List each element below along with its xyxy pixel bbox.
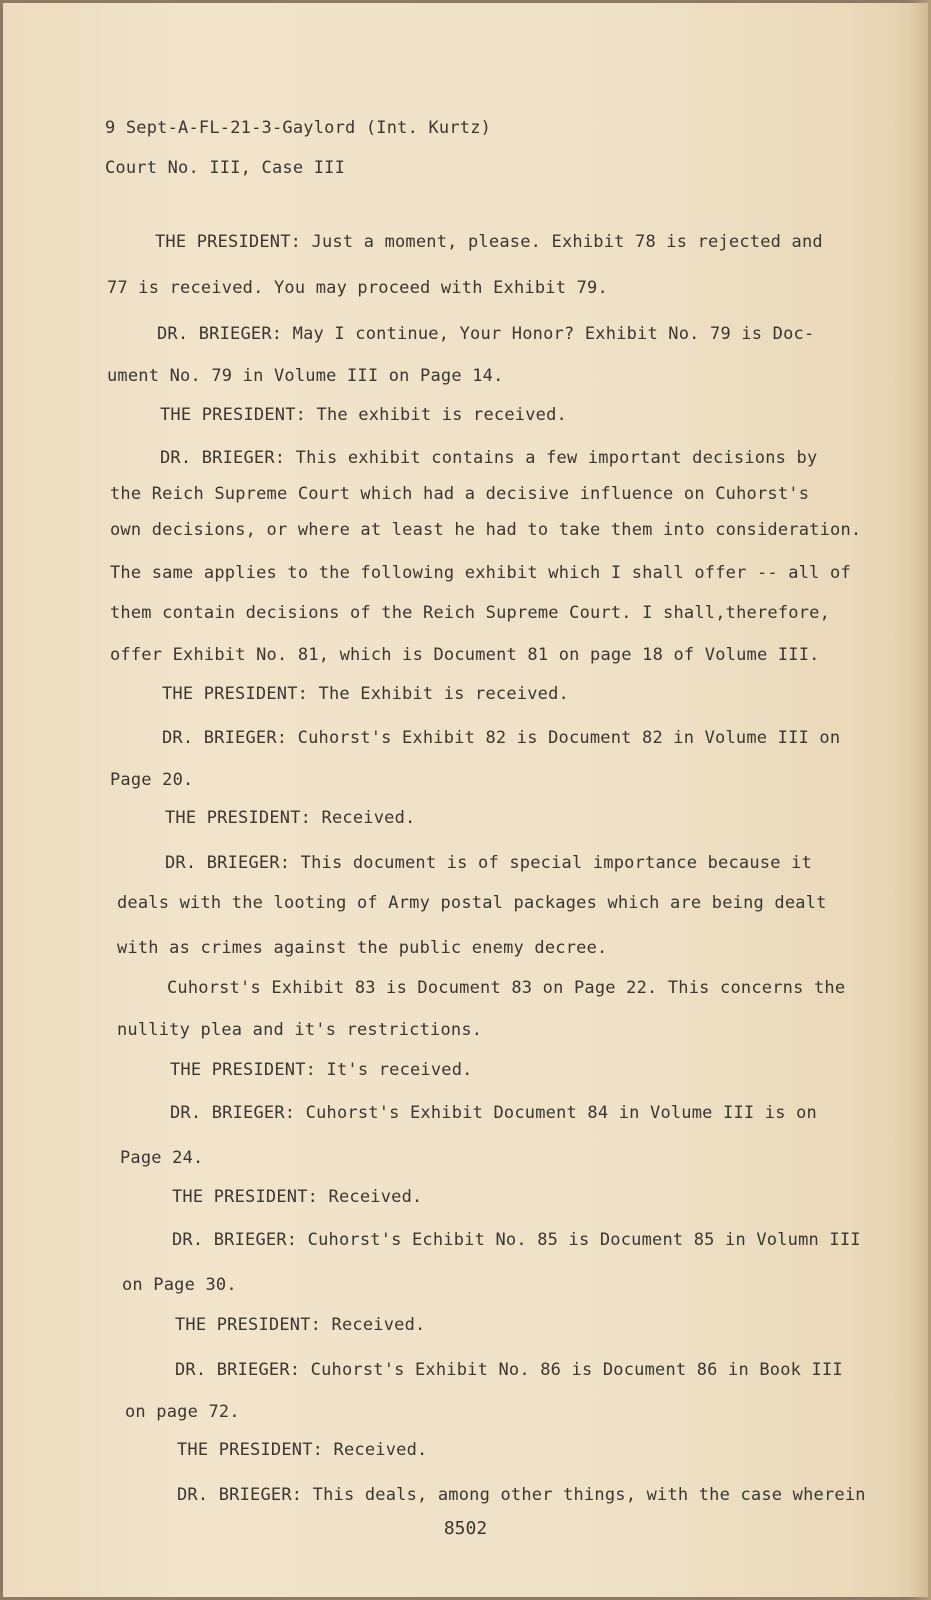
- transcript-line: deals with the looting of Army postal packages which are being dealt: [117, 893, 827, 913]
- transcript-line: DR. BRIEGER: This deals, among other things, with the case wherein: [177, 1485, 866, 1505]
- transcript-line: ument No. 79 in Volume III on Page 14.: [107, 366, 504, 386]
- transcript-line: DR. BRIEGER: Cuhorst's Exhibit No. 86 is Document 86 in Book III: [175, 1360, 843, 1380]
- transcript-line: Cuhorst's Exhibit 83 is Document 83 on Page 22. This concerns the: [167, 978, 846, 998]
- transcript-line: DR. BRIEGER: Cuhorst's Exhibit Document 84 in Volume III is on: [170, 1103, 817, 1123]
- transcript-line: on page 72.: [125, 1402, 240, 1422]
- transcript-line: DR. BRIEGER: This document is of special importance because it: [165, 853, 812, 873]
- transcript-line: Page 24.: [120, 1148, 204, 1168]
- transcript-line: THE PRESIDENT: The Exhibit is received.: [162, 684, 569, 704]
- transcript-line: own decisions, or where at least he had to take them into consideration.: [110, 520, 862, 540]
- transcript-line: the Reich Supreme Court which had a decisive influence on Cuhorst's: [110, 484, 810, 504]
- transcript-line: with as crimes against the public enemy decree.: [117, 938, 608, 958]
- transcript-line: DR. BRIEGER: This exhibit contains a few important decisions by: [160, 448, 818, 468]
- transcript-line: 77 is received. You may proceed with Exhibit 79.: [107, 278, 608, 298]
- page-edge-shading: [909, 0, 931, 1600]
- transcript-line: Page 20.: [110, 770, 194, 790]
- court-caption: Court No. III, Case III: [105, 158, 346, 178]
- session-reference: 9 Sept-A-FL-21-3-Gaylord (Int. Kurtz): [105, 118, 492, 138]
- transcript-line: THE PRESIDENT: It's received.: [170, 1060, 473, 1080]
- transcript-line: THE PRESIDENT: The exhibit is received.: [160, 405, 567, 425]
- transcript-line: THE PRESIDENT: Received.: [172, 1187, 423, 1207]
- transcript-line: THE PRESIDENT: Just a moment, please. Exhibit 78 is rejected and: [155, 232, 823, 252]
- transcript-line: on Page 30.: [122, 1275, 237, 1295]
- transcript-line: THE PRESIDENT: Received.: [177, 1440, 428, 1460]
- transcript-line: nullity plea and it's restrictions.: [117, 1020, 483, 1040]
- transcript-line: DR. BRIEGER: Cuhorst's Echibit No. 85 is Document 85 in Volumn III: [172, 1230, 861, 1250]
- transcript-line: THE PRESIDENT: Received.: [175, 1315, 426, 1335]
- transcript-line: THE PRESIDENT: Received.: [165, 808, 416, 828]
- transcript-line: The same applies to the following exhibit which I shall offer -- all of: [110, 563, 851, 583]
- page-number: 8502: [443, 1518, 488, 1539]
- transcript-line: offer Exhibit No. 81, which is Document 81 on page 18 of Volume III.: [110, 645, 820, 665]
- transcript-line: DR. BRIEGER: May I continue, Your Honor? Exhibit No. 79 is Doc-: [157, 324, 815, 344]
- transcript-line: them contain decisions of the Reich Supreme Court. I shall,therefore,: [110, 603, 831, 623]
- transcript-line: DR. BRIEGER: Cuhorst's Exhibit 82 is Document 82 in Volume III on: [162, 728, 841, 748]
